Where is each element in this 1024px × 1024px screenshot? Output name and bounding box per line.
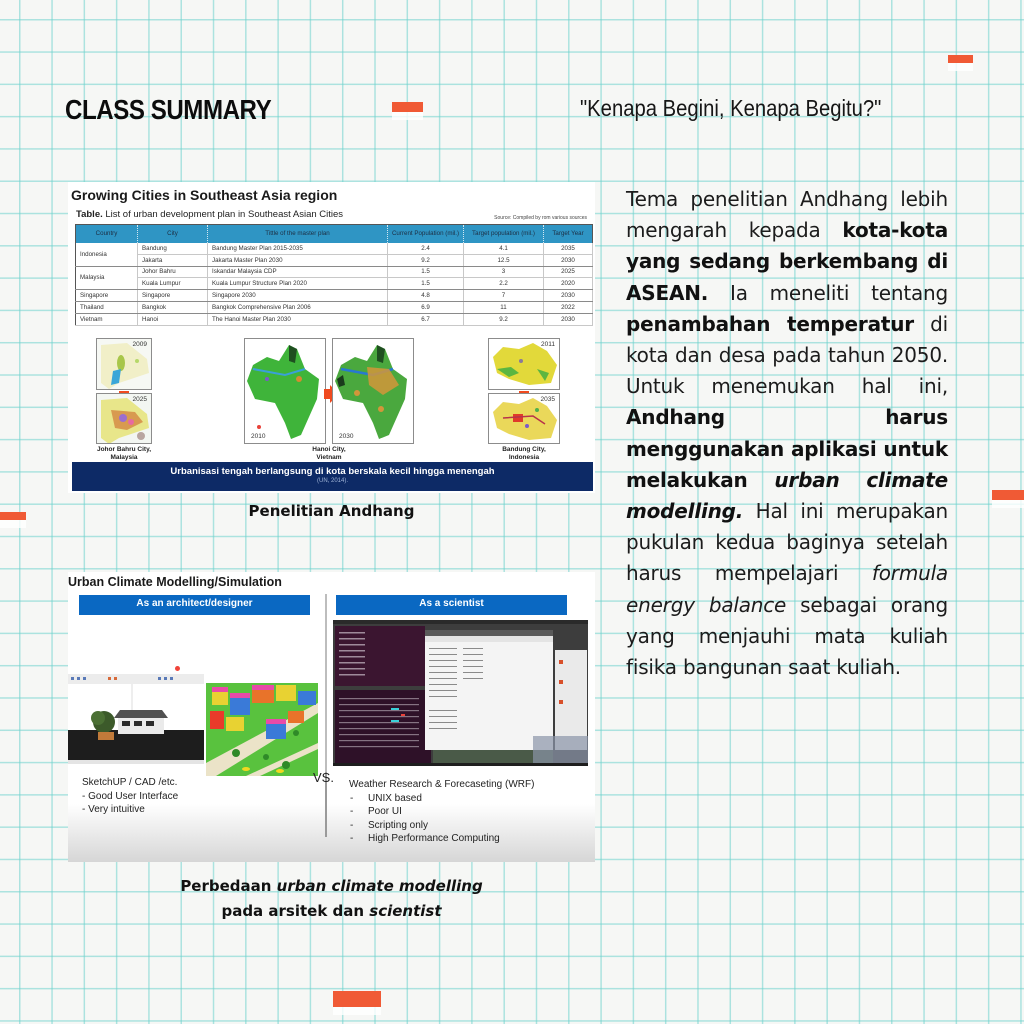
cell-current: 4.8 [388, 290, 464, 302]
map-image [333, 339, 414, 444]
cell-target: 7 [464, 290, 544, 302]
orange-accent-mark [333, 991, 381, 1007]
figure-caption-penelitian: Penelitian Andhang [248, 502, 415, 520]
slide-title: Growing Cities in Southeast Asia region [71, 187, 338, 203]
cell-year: 2035 [544, 243, 593, 255]
list-item-text: High Performance Computing [368, 833, 500, 845]
list-item-text: Poor UI [368, 806, 402, 818]
column-header: Target population (mil.) [464, 225, 544, 243]
orange-accent-mark [392, 102, 423, 112]
text-bold: Andhang harus menggunakan aplikasi untuk melakukan [626, 405, 948, 492]
table-caption [76, 209, 343, 220]
cell-city: Hanoi [138, 313, 208, 325]
cell-country: Singapore [76, 290, 138, 302]
cell-city: Bandung [138, 243, 208, 255]
list-dash: - [350, 806, 354, 818]
wrf-terminal-screenshot [333, 620, 588, 766]
table-row [76, 278, 593, 290]
cell-city: Singapore [138, 290, 208, 302]
caption-line [68, 899, 595, 924]
cell-plan: Kuala Lumpur Structure Plan 2020 [208, 278, 388, 290]
red-dot [175, 666, 180, 671]
cell-plan: The Hanoi Master Plan 2030 [208, 313, 388, 325]
list-item: - Very intuitive [82, 804, 145, 815]
slide-growing-cities [68, 182, 595, 493]
list-dash: - [350, 819, 354, 831]
sketchup-screenshot [68, 674, 204, 764]
text-segment: Ia meneliti tentang [708, 280, 948, 305]
table-row [76, 254, 593, 266]
text-segment: Hal ini merupakan pukulan kedua baginya setelah harus mempelajari [626, 499, 948, 586]
cell-country: Indonesia [76, 243, 138, 267]
cell-plan: Bandung Master Plan 2015-2035 [208, 243, 388, 255]
map-caption-johor [84, 446, 164, 461]
column-header: Current Population (mil.) [388, 225, 464, 243]
cell-current: 6.7 [388, 313, 464, 325]
cell-plan: Singapore 2030 [208, 290, 388, 302]
text-italic: formula energy balance [626, 561, 948, 617]
slide-urban-climate-modelling [68, 572, 595, 862]
map-caption-line: Vietnam [316, 453, 342, 461]
list-dash: - [350, 792, 354, 804]
cell-target: 9.2 [464, 313, 544, 325]
list-item: SketchUP / CAD /etc. [82, 777, 178, 788]
map-caption-line: Malaysia [110, 453, 138, 461]
list-item [349, 805, 534, 819]
list-item-text: UNIX based [368, 792, 422, 804]
table-row [76, 290, 593, 302]
map-johor-after [96, 393, 152, 444]
list-title: Weather Research & Forecaseting (WRF) [349, 779, 535, 790]
cell-target: 4.1 [464, 243, 544, 255]
map-hanoi-before [244, 338, 326, 444]
architect-header: As an architect/designer [79, 595, 310, 615]
map-year-label: 2030 [339, 433, 354, 440]
map-bandung-before [488, 338, 560, 390]
text-bold: kota-kota yang sedang berkembang di ASEAN. [626, 218, 948, 305]
banner-text: Urbanisasi tengah berlangsung di kota berskala kecil hingga menengah [170, 466, 495, 477]
urbanization-banner [72, 462, 593, 491]
table-source: Source: Compiled by rom various sources [494, 215, 587, 221]
map-caption-line: Bandung City, [502, 446, 546, 453]
banner-source: (UN, 2014). [316, 478, 348, 484]
cell-country: Thailand [76, 301, 138, 313]
cell-current: 1.5 [388, 266, 464, 278]
cell-target: 11 [464, 301, 544, 313]
caption-text: pada arsitek dan [221, 902, 370, 920]
urban-plan-table [75, 224, 593, 326]
list-item [349, 832, 534, 846]
cell-current: 1.5 [388, 278, 464, 290]
cell-target: 12.5 [464, 254, 544, 266]
text-segment: di kota dan desa pada tahun 2050. Untuk menemukan hal ini, [626, 311, 949, 399]
cell-country: Malaysia [76, 266, 138, 290]
map-hanoi-after [332, 338, 414, 444]
architect-tools-list [82, 776, 178, 817]
summary-paragraph [626, 184, 948, 683]
city-maps-panel [68, 334, 595, 459]
orange-accent-mark [948, 55, 973, 63]
column-divider [325, 594, 327, 774]
table-row [76, 243, 593, 255]
cell-plan: Iskandar Malaysia CDP [208, 266, 388, 278]
column-header: Country [76, 225, 138, 243]
scientist-header: As a scientist [336, 595, 567, 615]
list-item-text: Scripting only [368, 819, 429, 831]
cell-plan: Bangkok Comprehensive Plan 2006 [208, 301, 388, 313]
cell-year: 2020 [544, 278, 593, 290]
table-row [76, 313, 593, 325]
caption-text: Perbedaan [180, 877, 277, 895]
figure-caption-perbedaan [68, 874, 595, 924]
cell-year: 2025 [544, 266, 593, 278]
map-caption-bandung [484, 446, 564, 461]
cell-city: Jakarta [138, 254, 208, 266]
map-caption-line: Hanoi City, [312, 446, 346, 453]
map-year-label: 2025 [132, 396, 147, 403]
cell-current: 6.9 [388, 301, 464, 313]
cell-target: 3 [464, 266, 544, 278]
cell-city: Bangkok [138, 301, 208, 313]
map-bandung-after [488, 393, 560, 444]
map-caption-line: Johor Bahru City, [96, 446, 152, 453]
column-header: Target Year [544, 225, 593, 243]
text-bold: penambahan temperatur [626, 311, 914, 336]
map-year-label: 2010 [251, 433, 266, 440]
caption-line [68, 874, 595, 899]
column-header: City [138, 225, 208, 243]
list-item [349, 819, 534, 833]
cell-target: 2.2 [464, 278, 544, 290]
map-year-label: 2035 [540, 396, 555, 403]
column-header: Tittle of the master plan [208, 225, 388, 243]
list-dash: - [350, 833, 354, 845]
cell-current: 2.4 [388, 243, 464, 255]
map-caption-hanoi [288, 446, 370, 461]
map-year-label: 2011 [541, 341, 555, 348]
page-subtitle-quote: "Kenapa Begini, Kenapa Begitu?" [580, 95, 882, 121]
text-segment: sebagai orang yang menjauhi mata kuliah fisika bangunan saat kuliah. [626, 592, 949, 680]
cell-city: Kuala Lumpur [138, 278, 208, 290]
caption-italic-text: scientist [369, 902, 442, 920]
cell-plan: Jakarta Master Plan 2030 [208, 254, 388, 266]
text-segment: Tema penelitian Andhang lebih mengarah kepada [626, 187, 948, 243]
table-row [76, 301, 593, 313]
table-caption-text: List of urban development plan in Southeast Asian Cities [102, 209, 344, 220]
table-header-row [76, 225, 593, 243]
slide-title: Urban Climate Modelling/Simulation [68, 575, 282, 589]
map-image [245, 339, 326, 444]
cell-year: 2022 [544, 301, 593, 313]
cell-year: 2030 [544, 254, 593, 266]
orange-accent-mark [992, 490, 1024, 500]
text-bold-italic: urban climate modelling. [626, 467, 948, 524]
scientist-tools-list [349, 778, 534, 846]
map-johor-before [96, 338, 152, 390]
table-row [76, 266, 593, 278]
cell-country: Vietnam [76, 313, 138, 325]
page-title: CLASS SUMMARY [65, 94, 272, 125]
cell-city: Johor Bahru [138, 266, 208, 278]
orange-accent-mark [0, 512, 26, 520]
caption-italic-text: urban climate modelling [276, 877, 483, 895]
cell-year: 2030 [544, 313, 593, 325]
cell-current: 9.2 [388, 254, 464, 266]
map-caption-line: Indonesia [508, 453, 540, 461]
table-caption-label: Table. [76, 209, 103, 220]
urban-3d-model-image [206, 683, 318, 776]
cell-year: 2030 [544, 290, 593, 302]
map-year-label: 2009 [132, 341, 147, 348]
list-item: - Good User Interface [82, 790, 179, 802]
versus-label: VS. [313, 770, 334, 785]
list-item [349, 792, 534, 806]
